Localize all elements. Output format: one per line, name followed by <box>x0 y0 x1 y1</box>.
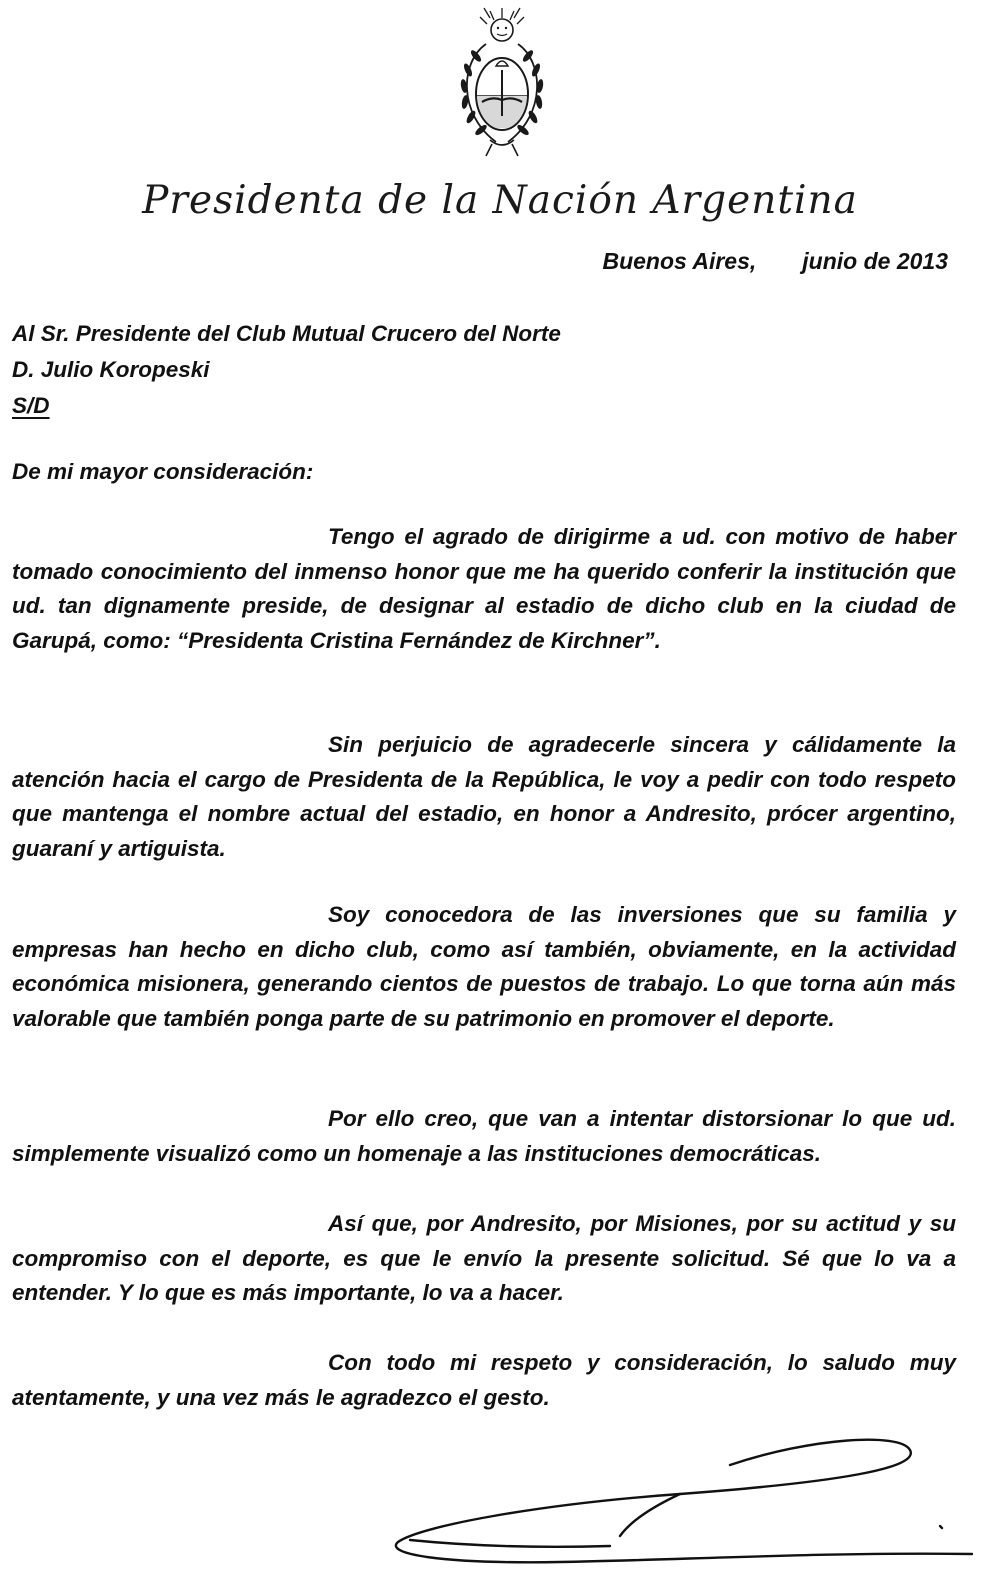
paragraph-5: Así que, por Andresito, por Misiones, por su actitud y su compromiso con el deporte, es que le envío la presente solicitud. Sé que lo va a entender. Y lo que es más importante, lo va a hacer. <box>12 1211 956 1305</box>
letterhead-title: Presidenta de la Nación Argentina <box>142 178 858 223</box>
addressee-line-2: D. Julio Koropeski <box>12 357 210 382</box>
addressee-block <box>12 316 561 424</box>
paragraph-6: Con todo mi respeto y consideración, lo saludo muy atentamente, y una vez más le agradezco el gesto. <box>12 1350 956 1410</box>
date-value: junio de 2013 <box>802 248 948 274</box>
salutation: De mi mayor consideración: <box>12 459 314 484</box>
paragraph-3: Soy conocedora de las inversiones que su familia y empresas han hecho en dicho club, como así también, obviamente, en la actividad económica misionera, generando cientos de puestos de trabajo. Lo que torna aún más valorable que también ponga parte de su patrimonio en promover el deporte. <box>12 902 956 1031</box>
addressee-line-3: S/D <box>12 393 50 418</box>
date-place: Buenos Aires, <box>602 248 757 274</box>
coat-of-arms-icon <box>446 4 558 160</box>
paragraph-2: Sin perjuicio de agradecerle sincera y cálidamente la atención hacia el cargo de Presidenta de la República, le voy a pedir con todo respeto que mantenga el nombre actual del estadio, en honor a Andresito, prócer argentino, guaraní y artiguista. <box>12 732 956 861</box>
date-line <box>602 248 948 275</box>
signature-icon <box>380 1430 980 1570</box>
paragraph-4: Por ello creo, que van a intentar distorsionar lo que ud. simplemente visualizó como un homenaje a las instituciones democráticas. <box>12 1106 956 1166</box>
addressee-line-1: Al Sr. Presidente del Club Mutual Crucero del Norte <box>12 321 561 346</box>
paragraph-1: Tengo el agrado de dirigirme a ud. con motivo de haber tomado conocimiento del inmenso honor que me ha querido conferir la institución que ud. tan dignamente preside, de designar al estadio de dicho club en la ciudad de Garupá, como: “Presidenta Cristina Fernández de Kirchner”. <box>12 524 956 653</box>
